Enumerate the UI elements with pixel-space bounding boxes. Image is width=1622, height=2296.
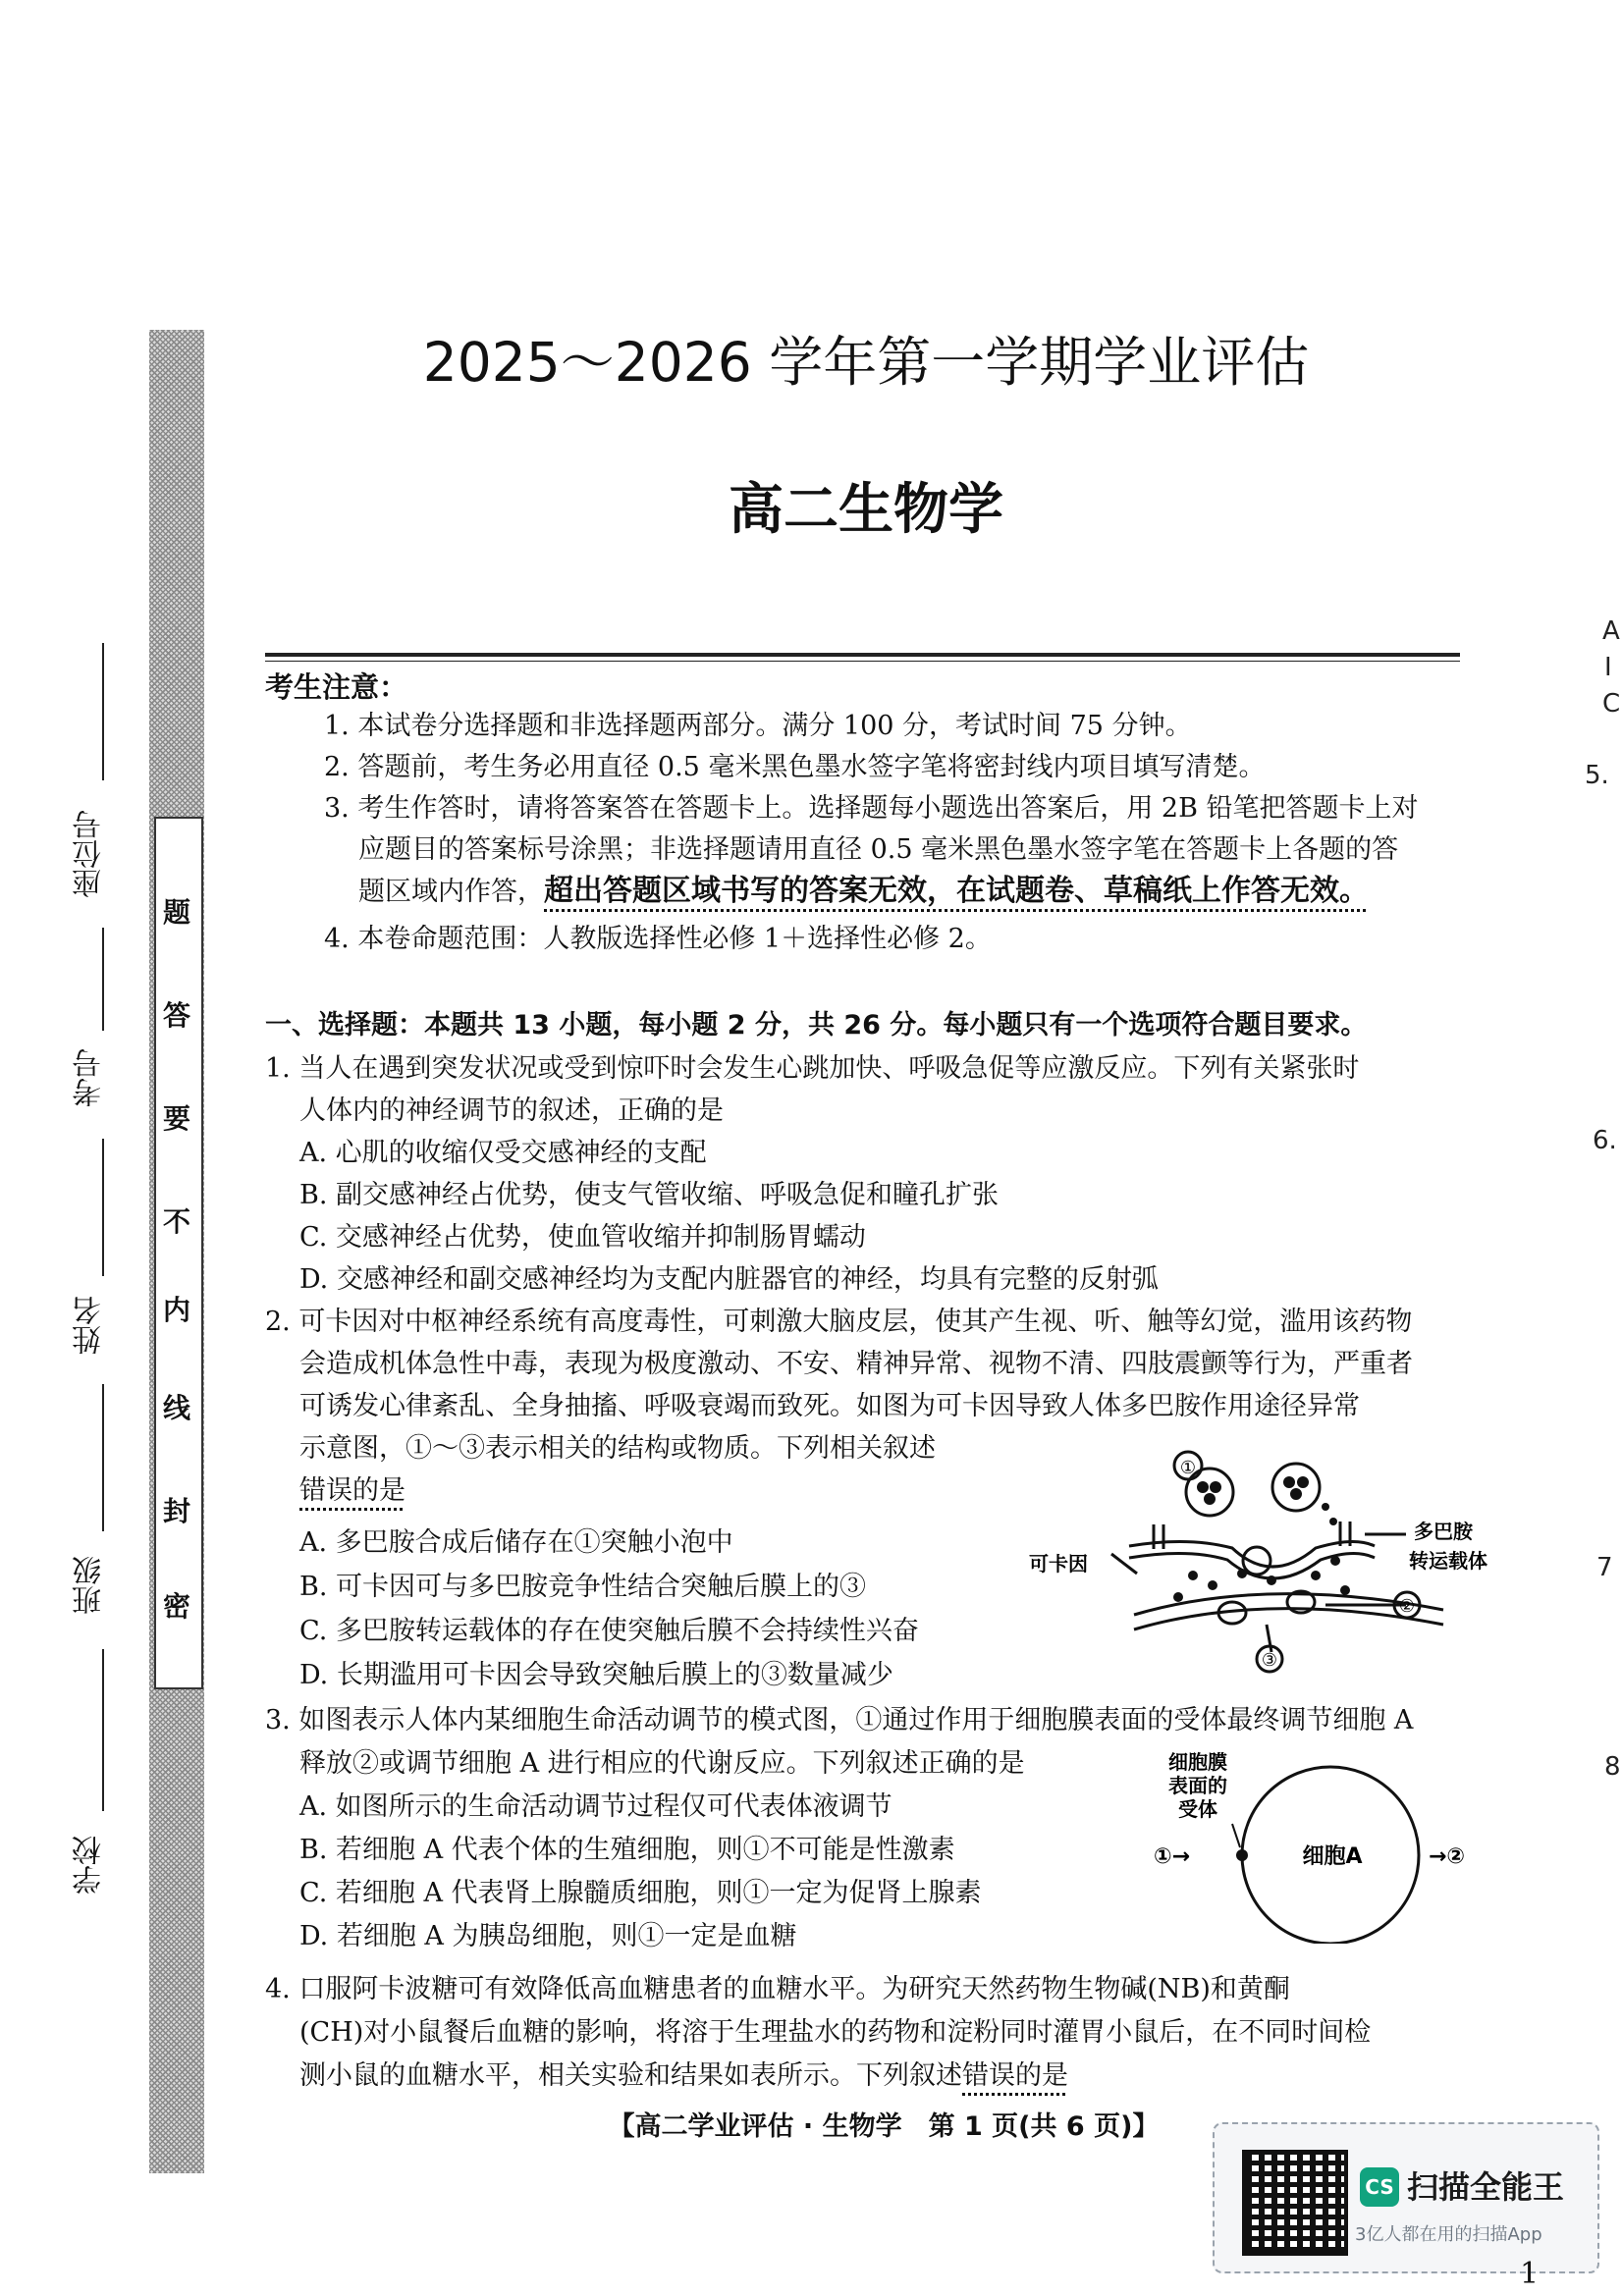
edge-fragment: 6. [1593,1126,1617,1155]
cell-regulation-diagram [1154,1747,1507,1944]
cocaine-label: 可卡因 [1029,1552,1088,1575]
receptor-label: 表面的 [1168,1774,1227,1797]
question-2-option-b: B. 可卡因可与多巴胺竞争性结合突触后膜上的③ [299,1572,867,1602]
cell-a-label: 细胞A [1302,1844,1363,1869]
question-4-stem: 测小鼠的血糖水平，相关实验和结果如表所示。下列叙述错误的是 [299,2060,1068,2091]
title-rule [265,653,1460,657]
receptor-dot [1236,1849,1248,1861]
receptor-label: 细胞膜 [1168,1750,1227,1774]
exam-number-label: 考号 [73,1048,107,1107]
question-3-stem: 3. 如图表示人体内某细胞生命活动调节的模式图，①通过作用于细胞膜表面的受体最终调节细胞 A [265,1705,1414,1735]
question-1-option-a: A. 心肌的收缩仅受交感神经的支配 [299,1138,707,1168]
question-2-option-d: D. 长期滥用可卡因会导致突触后膜上的③数量减少 [299,1660,893,1690]
question-1-stem: 1. 当人在遇到突发状况或受到惊吓时会发生心跳加快、呼吸急促等应激反应。下列有关紧张时 [265,1053,1360,1084]
seal-char: 不 [162,1205,190,1238]
edge-fragment: A [1602,616,1620,646]
name-label: 姓名 [73,1296,107,1355]
qr-code-icon [1242,2150,1348,2256]
notice-line: 3. 考生作答时，请将答案答在答题卡上。选择题每小题选出答案后，用 2B 铅笔把答题卡上对 [324,793,1419,824]
signal-out-label: →② [1429,1844,1466,1869]
question-1-option-d: D. 交感神经和副交感神经均为支配内脏器官的神经，均具有完整的反射弧 [299,1264,1159,1295]
notice-emphasis: 超出答题区域书写的答案无效，在试题卷、草稿纸上作答无效。 [544,874,1369,908]
camscanner-logo: CS [1360,2167,1399,2207]
seal-char: 内 [162,1294,190,1326]
dopamine-carrier-label: 多巴胺 [1414,1520,1473,1543]
question-2-option-a: A. 多巴胺合成后储存在①突触小泡中 [299,1527,733,1558]
class-label: 班级 [73,1556,107,1615]
question-4-stem: 4. 口服阿卡波糖可有效降低高血糖患者的血糖水平。为研究天然药物生物碱(NB)和黄酮 [265,1974,1290,2004]
edge-fragment: C [1602,689,1621,719]
question-3-option-a: A. 如图所示的生命活动调节过程仅可代表体液调节 [299,1791,892,1822]
school-line [102,1649,104,1811]
seal-char: 密 [162,1590,190,1623]
seal-char: 题 [162,896,190,929]
class-line [102,1384,104,1531]
notice-line: 2. 答题前，考生务必用直径 0.5 毫米黑色墨水签字笔将密封线内项目填写清楚。 [324,752,1266,782]
notice-title: 考生注意： [265,670,408,704]
seat-number-label: 座位号 [73,810,107,898]
edge-fragment: 8 [1604,1752,1621,1782]
notice-line: 应题目的答案标号涂黑；非选择题请用直径 0.5 毫米黑色墨水签字笔在答题卡上各题的答 [358,834,1399,865]
exam-title: 2025～2026 学年第一学期学业评估 [422,331,1310,394]
question-2-stem: 可诱发心律紊乱、全身抽搐、呼吸衰竭而致死。如图为可卡因导致人体多巴胺作用途径异常 [299,1391,1360,1421]
signal-in-label: ①→ [1154,1844,1191,1869]
edge-fragment: I [1604,653,1612,682]
question-2-option-c: C. 多巴胺转运载体的存在使突触后膜不会持续性兴奋 [299,1616,919,1646]
page-footer: 【高二学业评估 · 生物学 第 1 页(共 6 页)】 [608,2111,1160,2142]
edge-fragment: 7 [1596,1553,1613,1582]
question-3-option-c: C. 若细胞 A 代表肾上腺髓质细胞，则①一定为促肾上腺素 [299,1878,982,1908]
seal-char: 答 [162,999,190,1032]
seal-char: 封 [162,1495,190,1527]
figure-marker-3: ③ [1261,1650,1278,1671]
figure-marker-2: ② [1398,1596,1416,1617]
question-3-option-b: B. 若细胞 A 代表个体的生殖细胞，则①不可能是性激素 [299,1835,955,1865]
question-2-stem: 2. 可卡因对中枢神经系统有高度毒性，可刺激大脑皮层，使其产生视、听、触等幻觉，滥用该药物 [265,1307,1413,1337]
question-3-option-d: D. 若细胞 A 为胰岛细胞，则①一定是血糖 [299,1921,797,1951]
receptor-label: 受体 [1178,1797,1217,1821]
question-2-stem: 会造成机体急性中毒，表现为极度激动、不安、精神异常、视物不清、四肢震颤等行为，严重者 [299,1349,1413,1379]
question-1-stem: 人体内的神经调节的叙述，正确的是 [299,1095,724,1126]
question-1-option-c: C. 交感神经占优势，使血管收缩并抑制肠胃蠕动 [299,1222,866,1253]
notice-line: 题区域内作答，超出答题区域书写的答案无效，在试题卷、草稿纸上作答无效。 [358,874,1369,908]
synaptic-vesicle-2 [1272,1464,1320,1511]
title-rule-thin [265,661,1460,662]
figure-marker-1: ① [1179,1458,1197,1478]
notice-line: 4. 本卷命题范围：人教版选择性必修 1＋选择性必修 2。 [324,924,992,954]
seal-char: 要 [162,1102,190,1135]
seal-box [154,817,203,1689]
synapse-diagram [1021,1438,1512,1693]
name-line [102,1139,104,1276]
subject-title: 高二生物学 [729,478,1003,542]
edge-fragment: 5. [1585,761,1609,790]
question-3-stem: 释放②或调节细胞 A 进行相应的代谢反应。下列叙述正确的是 [299,1748,1025,1779]
page-number: 1 [1520,2257,1540,2291]
question-1-option-b: B. 副交感神经占优势，使支气管收缩、呼吸急促和瞳孔扩张 [299,1180,1000,1210]
question-4-stem: (CH)对小鼠餐后血糖的影响，将溶于生理盐水的药物和淀粉同时灌胃小鼠后，在不同时间检 [299,2017,1372,2048]
camscanner-name: 扫描全能王 [1407,2168,1565,2206]
question-2-stem-end: 错误的是 [299,1475,406,1506]
question-4-stem-end: 错误的是 [962,2060,1068,2091]
seat-number-line [102,643,104,780]
notice-line: 1. 本试卷分选择题和非选择题两部分。满分 100 分，考试时间 75 分钟。 [324,711,1192,741]
question-2-stem: 示意图，①～③表示相关的结构或物质。下列相关叙述 [299,1433,936,1464]
camscanner-tagline: 3亿人都在用的扫描App [1355,2224,1542,2245]
seal-char: 线 [162,1392,190,1424]
school-label: 学校 [73,1836,107,1895]
dopamine-carrier-label: 转运载体 [1409,1549,1487,1573]
section-heading: 一、选择题：本题共 13 小题，每小题 2 分，共 26 分。每小题只有一个选项符合题目要求。 [265,1010,1368,1041]
exam-number-line [102,928,104,1031]
